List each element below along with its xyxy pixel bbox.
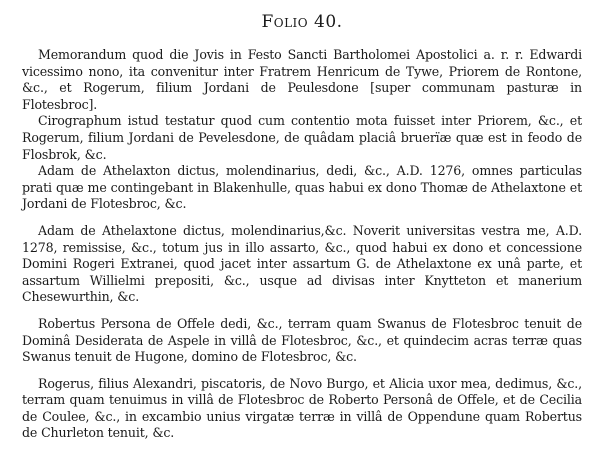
charter-entry-5: Robertus Persona de Offele dedi, &c., terram quam Swanus de Flotesbroc tenuit de Dominâ Desiderata de Aspele in villâ de Flotesbroc, &c., et quindecim acras terræ quas Swanus tenuit de Hugone, domino de Flotesbroc, &c. bbox=[22, 315, 582, 365]
charter-entry-6: Rogerus, filius Alexandri, piscatoris, de Novo Burgo, et Alicia uxor mea, dedimus, &c., terram quam tenuimus in villâ de Flotesbroc de Roberto Personâ de Offele, et de Cecilia de Coulee, &c., in excambio unius virgatæ terræ in villâ de Oppendune quam Robertus de Churleton tenuit, &c. bbox=[22, 375, 582, 441]
folio-heading: Folio 40. bbox=[261, 12, 343, 32]
charter-entry-1: Memorandum quod die Jovis in Festo Sancti Bartholomei Apostolici a. r. r. Edwardi vicessimo nono, ita convenitur inter Fratrem Henricum de Tywe, Priorem de Rontone, &c., et Rogerum, filium Jordani de Peulesdone [super communam pasturæ in Flotesbroc]. bbox=[22, 47, 582, 112]
charter-entry-3: Adam de Athelaxton dictus, molendinarius, dedi, &c., A.D. 1276, omnes particulas prati quæ me contingebant in Blakenhulle, quas habui ex dono Thomæ de Athelaxtone et Jordani de Flotesbroc, &c. bbox=[22, 163, 582, 212]
charter-entry-4: Adam de Athelaxtone dictus, molendinarius,&c. Noverit universitas vestra me, A.D. 1278, remissise, &c., totum jus in illo assarto, &c., quod habui ex dono et concessione Domini Rogeri Extranei, quod jacet inter assartum G. de Athelaxtone ex unâ parte, et assartum Willielmi prepositi, &c., usque ad divisas inter Knytteton et manerium Chesewurthin, &c. bbox=[22, 222, 582, 305]
charter-entry-2: Cirographum istud testatur quod cum contentio mota fuisset inter Priorem, &c., et Rogerum, filium Jordani de Pevelesdone, de quâdam placiâ bruerïæ quæ est in feodo de Flosbrok, &c. bbox=[22, 113, 582, 162]
